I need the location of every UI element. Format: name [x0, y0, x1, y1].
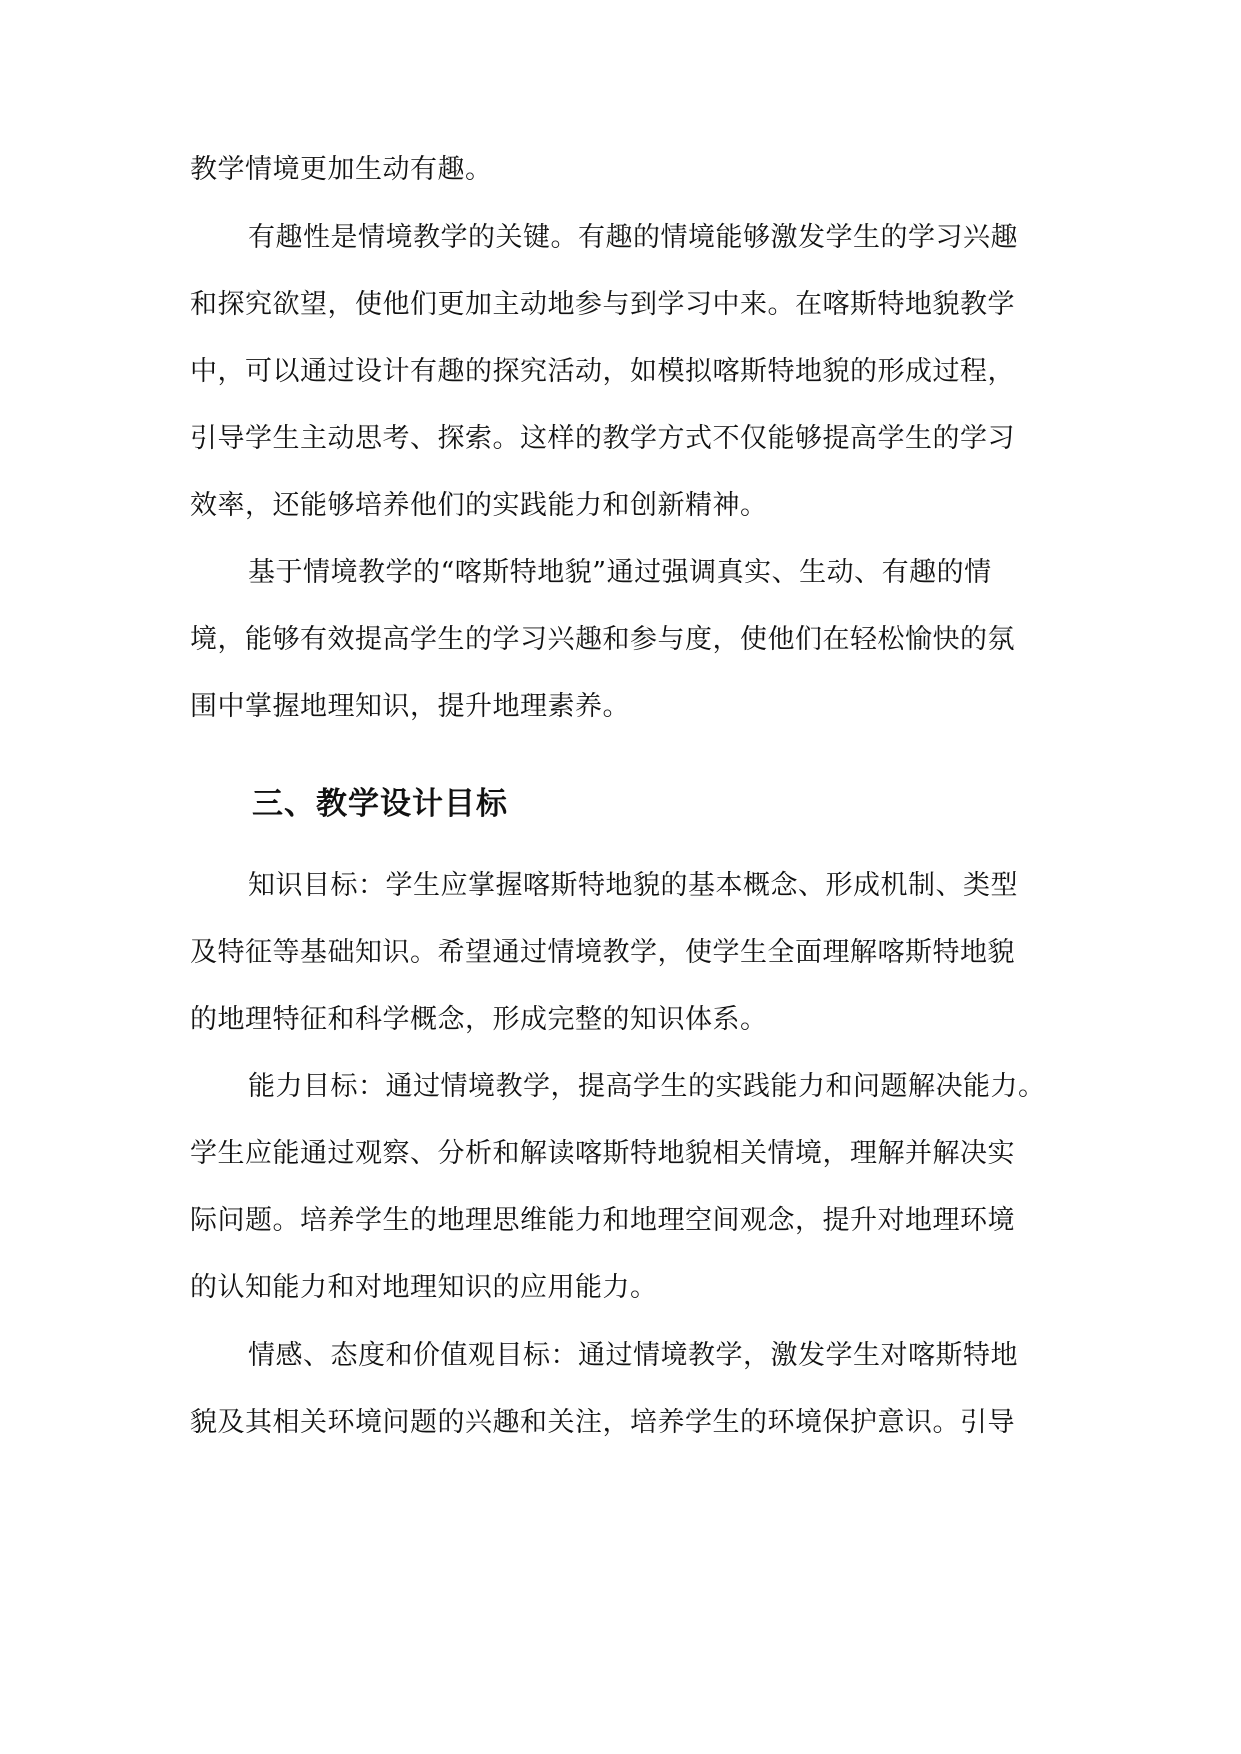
paragraph-line: 引导学生主动思考、探索。这样的教学方式不仅能够提高学生的学习	[190, 423, 1015, 454]
paragraph-line: 能力目标：通过情境教学，提高学生的实践能力和问题解决能力。	[248, 1071, 1046, 1102]
paragraph-line: 中，可以通过设计有趣的探究活动，如模拟喀斯特地貌的形成过程，	[190, 356, 1015, 387]
paragraph-line: 基于情境教学的“喀斯特地貌”通过强调真实、生动、有趣的情	[248, 557, 992, 588]
paragraph-line: 知识目标：学生应掌握喀斯特地貌的基本概念、形成机制、类型	[248, 870, 1018, 901]
paragraph-line: 际问题。培养学生的地理思维能力和地理空间观念，提升对地理环境	[190, 1205, 1015, 1236]
paragraph-line: 围中掌握地理知识，提升地理素养。	[190, 691, 630, 722]
paragraph-line: 貌及其相关环境问题的兴趣和关注，培养学生的环境保护意识。引导	[190, 1407, 1015, 1438]
paragraph-line: 效率，还能够培养他们的实践能力和创新精神。	[190, 490, 768, 521]
paragraph-line: 的地理特征和科学概念，形成完整的知识体系。	[190, 1004, 768, 1035]
paragraph-line: 学生应能通过观察、分析和解读喀斯特地貌相关情境，理解并解决实	[190, 1138, 1015, 1169]
paragraph-line: 境，能够有效提高学生的学习兴趣和参与度，使他们在轻松愉快的氛	[190, 624, 1015, 655]
paragraph-line: 有趣性是情境教学的关键。有趣的情境能够激发学生的学习兴趣	[248, 222, 1018, 253]
section-heading: 三、教学设计目标	[252, 786, 508, 822]
paragraph-line: 的认知能力和对地理知识的应用能力。	[190, 1272, 658, 1303]
paragraph-line: 及特征等基础知识。希望通过情境教学，使学生全面理解喀斯特地貌	[190, 937, 1015, 968]
paragraph-line: 和探究欲望，使他们更加主动地参与到学习中来。在喀斯特地貌教学	[190, 289, 1015, 320]
paragraph-line: 情感、态度和价值观目标：通过情境教学，激发学生对喀斯特地	[248, 1340, 1018, 1371]
paragraph-line: 教学情境更加生动有趣。	[190, 154, 493, 185]
